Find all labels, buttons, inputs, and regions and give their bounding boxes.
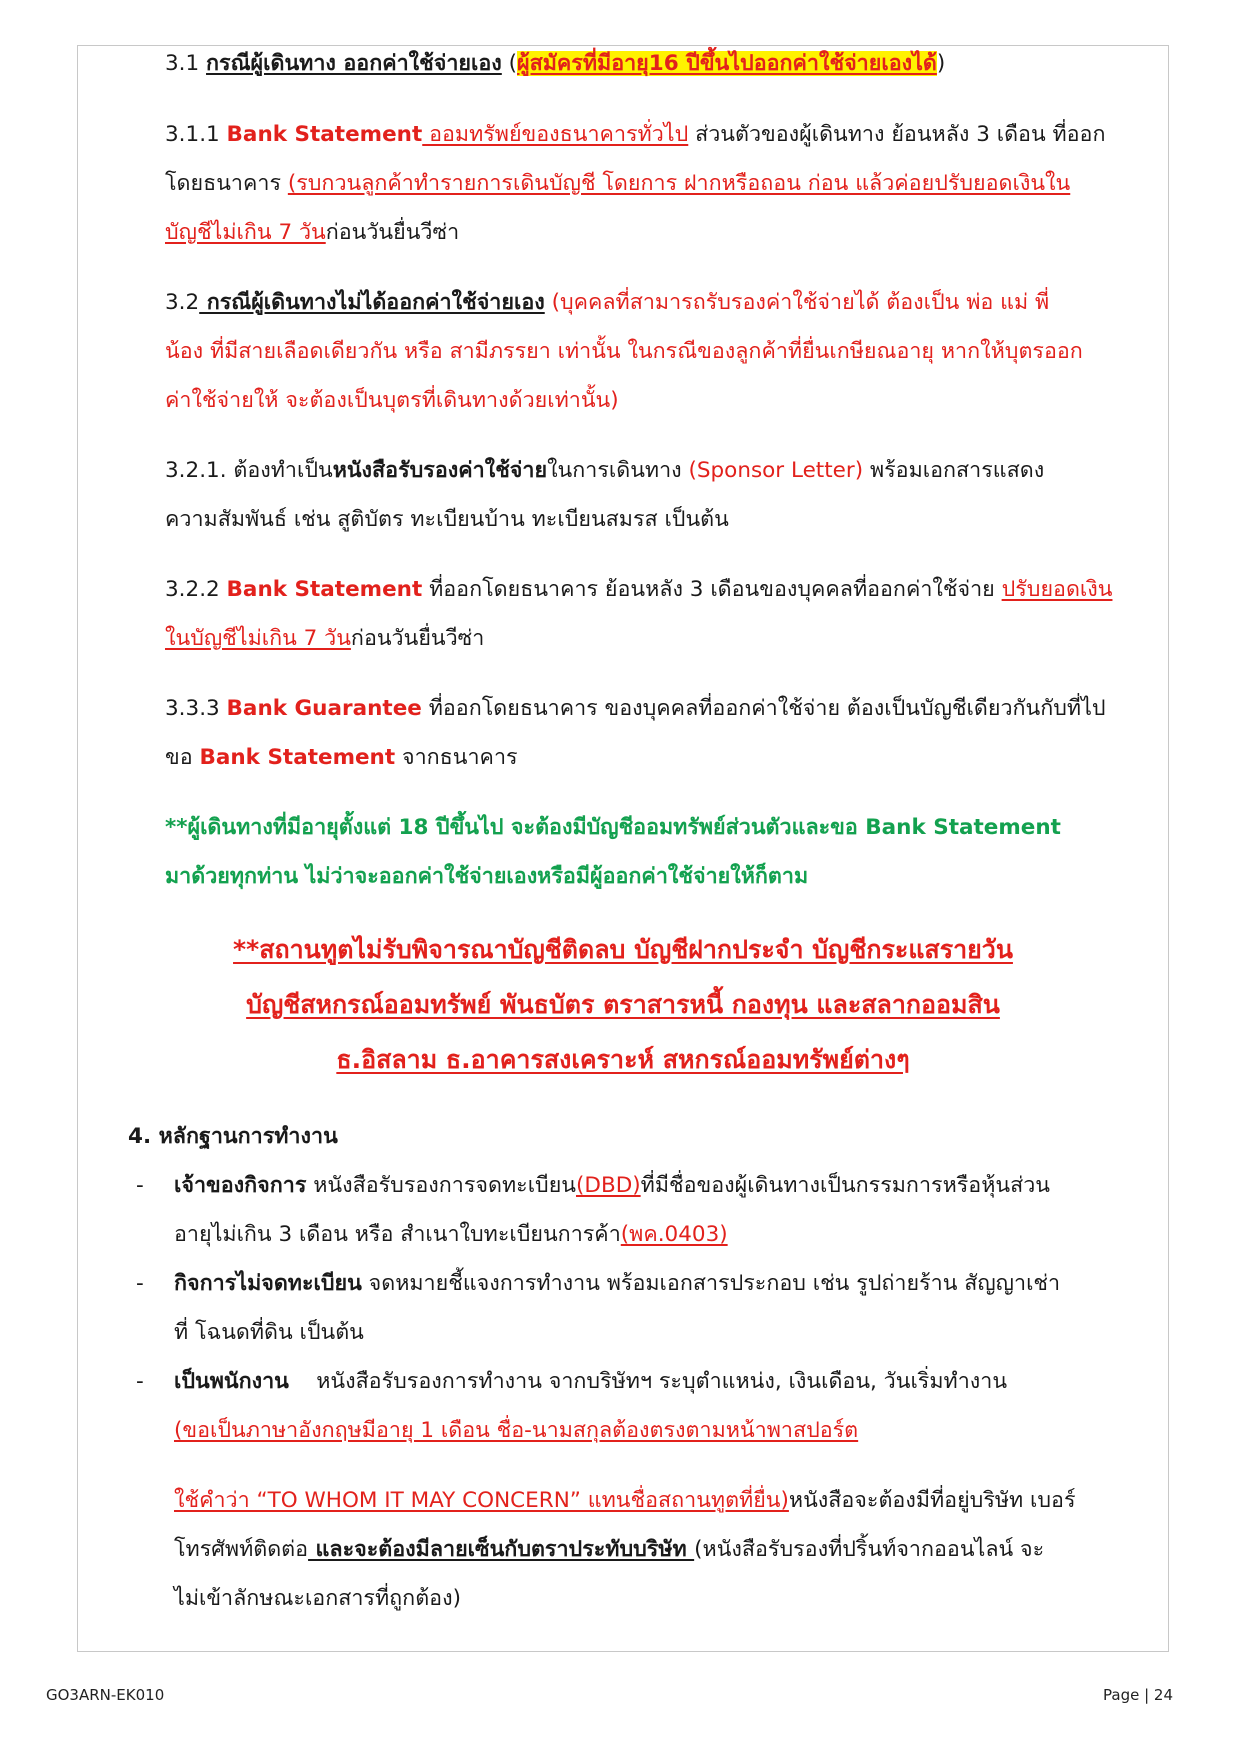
section-number: 3.3.3 bbox=[165, 696, 227, 721]
bullet-dash: - bbox=[136, 1271, 144, 1296]
bold-term: และจะต้องมีลายเซ็นกับตราประทับบริษัท bbox=[308, 1537, 695, 1562]
unregistered-item-line1 bbox=[174, 1259, 1164, 1308]
body-text: ก่อนวันยื่นวีซ่า bbox=[350, 626, 485, 651]
body-text: หนังสือรับรองการจดทะเบียน bbox=[306, 1173, 576, 1198]
bullet-dash: - bbox=[136, 1369, 144, 1394]
red-warning-line1: **สถานทูตไม่รับพิจารณาบัญชีติดลบ บัญชีฝากประจำ บัญชีกระแสรายวัน bbox=[233, 935, 1013, 964]
page-number: Page | 24 bbox=[1103, 1686, 1173, 1704]
body-text: ในการเดินทาง bbox=[547, 458, 689, 483]
red-note: ปรับยอดเงิน bbox=[1001, 577, 1113, 602]
section-3-2-line1 bbox=[165, 278, 1165, 327]
body-text: (หนังสือรับรองที่ปริ้นท์จากออนไลน์ จะ bbox=[694, 1537, 1045, 1562]
red-note: ในบัญชีไม่เกิน 7 วัน bbox=[165, 626, 351, 651]
body-text: หนังสือรับรองการทำงาน จากบริษัทฯ ระบุตำแหน่ง, เงินเดือน, วันเริ่มทำงาน bbox=[288, 1369, 1008, 1394]
section-number: 3.1.1 bbox=[165, 122, 227, 147]
bank-statement-label: Bank Statement bbox=[226, 122, 423, 147]
body-text: อายุไม่เกิน 3 เดือน หรือ สำเนาใบทะเบียนการค้า bbox=[174, 1222, 621, 1247]
document-code: GO3ARN-EK010 bbox=[46, 1686, 165, 1704]
dbd-label: (DBD) bbox=[576, 1173, 641, 1198]
bank-statement-label: Bank Statement bbox=[199, 745, 396, 770]
bold-term: หนังสือรับรองค่าใช้จ่าย bbox=[332, 458, 548, 483]
red-note: (บุคคลที่สามารถรับรองค่าใช้จ่ายได้ ต้องเป็น พ่อ แม่ พี่ bbox=[544, 290, 1050, 315]
red-warning-line3: ธ.อิสลาม ธ.อาคารสงเคราะห์ สหกรณ์ออมทรัพย์ต่างๆ bbox=[336, 1045, 910, 1074]
bold-term: เป็นพนักงาน bbox=[174, 1369, 289, 1394]
body-text: ที่ออกโดยธนาคาร ย้อนหลัง 3 เดือนของบุคคลที่ออกค่าใช้จ่าย bbox=[422, 577, 1002, 602]
employee-item-line3 bbox=[174, 1476, 1164, 1525]
section-3-2-1-line2: ความสัมพันธ์ เช่น สูติบัตร ทะเบียนบ้าน ทะเบียนสมรส เป็นต้น bbox=[165, 507, 729, 532]
section-title: กรณีผู้เดินทาง ออกค่าใช้จ่ายเอง bbox=[206, 51, 502, 76]
body-text: ส่วนตัวของผู้เดินทาง ย้อนหลัง 3 เดือน ที่ออก bbox=[688, 122, 1106, 147]
bold-term: กิจการไม่จดทะเบียน bbox=[174, 1271, 362, 1296]
owner-item-line2 bbox=[174, 1210, 1164, 1259]
bold-term: เจ้าของกิจการ bbox=[174, 1173, 307, 1198]
sponsor-letter-label: (Sponsor Letter) bbox=[688, 458, 864, 483]
section-3-1-1-line1 bbox=[165, 110, 1165, 159]
body-text: ขอ bbox=[165, 745, 200, 770]
section-3-3-3-line1 bbox=[165, 684, 1165, 733]
bank-guarantee-label: Bank Guarantee bbox=[226, 696, 422, 721]
highlighted-note: ผู้สมัครที่มีอายุ16 ปีขึ้นไปออกค่าใช้จ่ายเองได้ bbox=[517, 51, 937, 76]
section-number: 3.2 bbox=[165, 290, 200, 315]
section-3-1-1-line3 bbox=[165, 208, 1165, 257]
paren-open: ( bbox=[501, 51, 518, 76]
body-text: โดยธนาคาร bbox=[165, 171, 288, 196]
owner-item-line1 bbox=[174, 1161, 1164, 1210]
bullet-dash: - bbox=[136, 1173, 144, 1198]
section-3-2-line2: น้อง ที่มีสายเลือดเดียวกัน หรือ สามีภรรยา เท่านั้น ในกรณีของลูกค้าที่ยื่นเกษียณอายุ หากให้บุตรออก bbox=[165, 339, 1083, 364]
section-3-1-1-line2 bbox=[165, 159, 1165, 208]
section-number: 3.1 bbox=[165, 51, 207, 76]
green-note-line1: **ผู้เดินทางที่มีอายุตั้งแต่ 18 ปีขึ้นไป จะต้องมีบัญชีออมทรัพย์ส่วนตัวและขอ Bank Statement bbox=[165, 815, 1061, 840]
body-text: ก่อนวันยื่นวีซ่า bbox=[325, 220, 460, 245]
section-3-2-1-line1 bbox=[165, 446, 1165, 495]
section-3-3-3-line2 bbox=[165, 733, 1165, 782]
section-3-2-line3: ค่าใช้จ่ายให้ จะต้องเป็นบุตรที่เดินทางด้วยเท่านั้น) bbox=[165, 388, 619, 413]
employee-item-line4 bbox=[174, 1525, 1164, 1574]
body-text: โทรศัพท์ติดต่อ bbox=[174, 1537, 309, 1562]
section-3-1 bbox=[165, 39, 1165, 88]
unregistered-item-line2: ที่ โฉนดที่ดิน เป็นต้น bbox=[174, 1320, 364, 1345]
red-note: ใช้คำว่า “TO WHOM IT MAY CONCERN” แทนชื่อสถานทูตที่ยื่น) bbox=[174, 1488, 789, 1513]
red-note: บัญชีไม่เกิน 7 วัน bbox=[165, 220, 326, 245]
employee-item-line5: ไม่เข้าลักษณะเอกสารที่ถูกต้อง) bbox=[174, 1586, 461, 1611]
body-text: ที่ออกโดยธนาคาร ของบุคคลที่ออกค่าใช้จ่าย ต้องเป็นบัญชีเดียวกันกับที่ไป bbox=[421, 696, 1106, 721]
section-4-heading: 4. หลักฐานการทำงาน bbox=[128, 1124, 338, 1149]
body-text: พร้อมเอกสารแสดง bbox=[863, 458, 1045, 483]
section-3-2-2-line1 bbox=[165, 565, 1165, 614]
red-note: (รบกวนลูกค้าทำรายการเดินบัญชี โดยการ ฝากหรือถอน ก่อน แล้วค่อยปรับยอดเงินใน bbox=[287, 171, 1071, 196]
body-text: ที่มีชื่อของผู้เดินทางเป็นกรรมการหรือหุ้นส่วน bbox=[640, 1173, 1050, 1198]
green-note-line2: มาด้วยทุกท่าน ไม่ว่าจะออกค่าใช้จ่ายเองหรือมีผู้ออกค่าใช้จ่ายให้ก็ตาม bbox=[165, 864, 809, 889]
body-text: จดหมายชี้แจงการทำงาน พร้อมเอกสารประกอบ เช่น รูปถ่ายร้าน สัญญาเช่า bbox=[361, 1271, 1061, 1296]
body-text: หนังสือจะต้องมีที่อยู่บริษัท เบอร์ bbox=[788, 1488, 1076, 1513]
paren-close: ) bbox=[936, 51, 946, 76]
employee-item-line1 bbox=[174, 1357, 1164, 1406]
body-text: จากธนาคาร bbox=[395, 745, 518, 770]
section-number: 3.2.2 bbox=[165, 577, 227, 602]
body-text: 3.2.1. ต้องทำเป็น bbox=[165, 458, 333, 483]
red-warning-line2: บัญชีสหกรณ์ออมทรัพย์ พันธบัตร ตราสารหนี้ กองทุน และสลากออมสิน bbox=[246, 990, 1000, 1019]
employee-item-line2: (ขอเป็นภาษาอังกฤษมีอายุ 1 เดือน ชื่อ-นามสกุลต้องตรงตามหน้าพาสปอร์ต bbox=[174, 1418, 859, 1443]
savings-note: ออมทรัพย์ของธนาคารทั่วไป bbox=[422, 122, 689, 147]
section-title: กรณีผู้เดินทางไม่ได้ออกค่าใช้จ่ายเอง bbox=[199, 290, 545, 315]
pk-label: (พค.0403) bbox=[620, 1222, 728, 1247]
section-3-2-2-line2 bbox=[165, 614, 1165, 663]
bank-statement-label: Bank Statement bbox=[226, 577, 423, 602]
